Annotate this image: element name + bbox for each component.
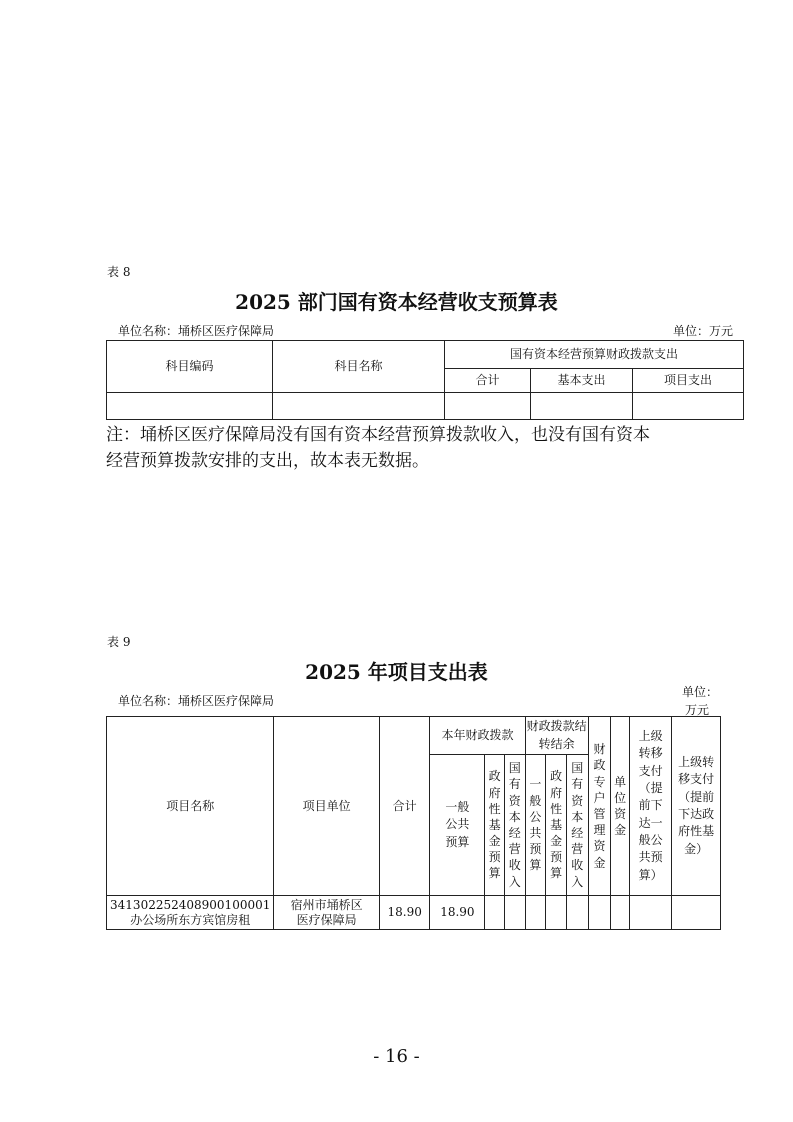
table9-cell bbox=[588, 896, 611, 930]
table9-unit-line2: 万元 bbox=[685, 703, 710, 717]
table9-cell bbox=[546, 896, 567, 930]
table9-header-fin-special-text: 财政专户管理资金 bbox=[593, 742, 606, 870]
table9-header-total: 合计 bbox=[379, 717, 430, 896]
table8-header-group: 国有资本经营预算财政拨款支出 bbox=[445, 341, 744, 369]
table9-cell bbox=[629, 896, 671, 930]
table8-cell bbox=[107, 393, 273, 420]
table9-cell bbox=[566, 896, 588, 930]
table8-cell bbox=[633, 393, 744, 420]
table8-header-name: 科目名称 bbox=[273, 341, 445, 393]
table9-header-upper-gov bbox=[672, 717, 721, 896]
table9-subheader-carry-general-text: 一般公共预算 bbox=[529, 777, 542, 873]
table9-unit bbox=[682, 683, 718, 719]
table8-header-basic: 基本支出 bbox=[531, 369, 633, 393]
table9-header-carryover-text: 财政拨款结转结余 bbox=[526, 719, 587, 751]
table9-row-total: 18.90 bbox=[379, 896, 430, 930]
table9-header-current: 本年财政拨款 bbox=[430, 717, 525, 755]
table9-header-unit: 项目单位 bbox=[274, 717, 379, 896]
table9-title: 2025 年项目支出表 bbox=[305, 660, 488, 684]
table9-cell bbox=[485, 896, 505, 930]
table9-subheader-current-gov bbox=[485, 755, 505, 896]
page-number: - 16 - bbox=[373, 1046, 420, 1067]
table9-header-carryover bbox=[525, 717, 588, 755]
table9-row-project: 办公场所东方宾馆房租 bbox=[130, 912, 251, 927]
table8-note-line1: 注：埇桥区医疗保障局没有国有资本经营预算拨款收入，也没有国有资本 bbox=[106, 425, 650, 445]
table9-subheader-current-state-text: 国有资本经营收入 bbox=[508, 761, 521, 889]
table9-subheader-current-gov-text: 政府性基金预算 bbox=[488, 769, 501, 881]
table9-header-upper-gov-text: 上级转移支付（提前下达政府性基金） bbox=[678, 754, 715, 856]
table9-header-unit-fund bbox=[611, 717, 630, 896]
table9-row-current-general: 18.90 bbox=[430, 896, 485, 930]
table-row bbox=[107, 896, 721, 930]
table9-label: 表 9 bbox=[107, 635, 131, 649]
table9-subheader-current-general-text: 一般公共预算 bbox=[445, 799, 470, 849]
table8-header-total: 合计 bbox=[445, 369, 531, 393]
table9-row-unit-line2: 医疗保障局 bbox=[296, 912, 357, 927]
table8-unit-name: 单位名称：埇桥区医疗保障局 bbox=[118, 324, 275, 338]
table9-header-upper-general-text: 上级转移支付（提前下达一般公共预算） bbox=[638, 728, 663, 882]
table8 bbox=[106, 340, 744, 420]
table9-header-unit-fund-text: 单位资金 bbox=[614, 774, 627, 838]
table9-subheader-current-state bbox=[504, 755, 525, 896]
table9-cell bbox=[672, 896, 721, 930]
table9-cell bbox=[525, 896, 546, 930]
table8-label: 表 8 bbox=[107, 265, 131, 279]
table9-subheader-carry-state-text: 国有资本经营收入 bbox=[571, 761, 584, 889]
table8-header-project: 项目支出 bbox=[633, 369, 744, 393]
table9-subheader-carry-general bbox=[525, 755, 546, 896]
table8-note-line2: 经营预算拨款安排的支出，故本表无数据。 bbox=[106, 451, 429, 471]
table9-row-unit-line1: 宿州市埇桥区 bbox=[290, 897, 363, 912]
table9-row-code: 341302252408900100001 bbox=[110, 897, 271, 912]
table8-unit: 单位：万元 bbox=[672, 324, 733, 338]
table9 bbox=[106, 716, 721, 930]
table9-unit-line1: 单位： bbox=[682, 685, 719, 699]
table9-subheader-current-general bbox=[430, 755, 485, 896]
table9-subheader-carry-gov-text: 政府性基金预算 bbox=[550, 769, 563, 881]
table9-subheader-carry-gov bbox=[546, 755, 567, 896]
table9-header-fin-special bbox=[588, 717, 611, 896]
table8-cell bbox=[273, 393, 445, 420]
table9-unit-name: 单位名称：埇桥区医疗保障局 bbox=[118, 694, 275, 708]
table8-title: 2025 部门国有资本经营收支预算表 bbox=[235, 290, 558, 314]
table9-row-unit bbox=[274, 896, 379, 930]
table8-cell bbox=[531, 393, 633, 420]
table9-cell bbox=[504, 896, 525, 930]
table9-row-name bbox=[107, 896, 274, 930]
table8-header-code: 科目编码 bbox=[107, 341, 273, 393]
table8-cell bbox=[445, 393, 531, 420]
table9-header-name: 项目名称 bbox=[107, 717, 274, 896]
table9-subheader-carry-state bbox=[566, 755, 588, 896]
table9-cell bbox=[611, 896, 630, 930]
table8-note bbox=[106, 422, 766, 474]
table9-header-upper-general bbox=[629, 717, 671, 896]
